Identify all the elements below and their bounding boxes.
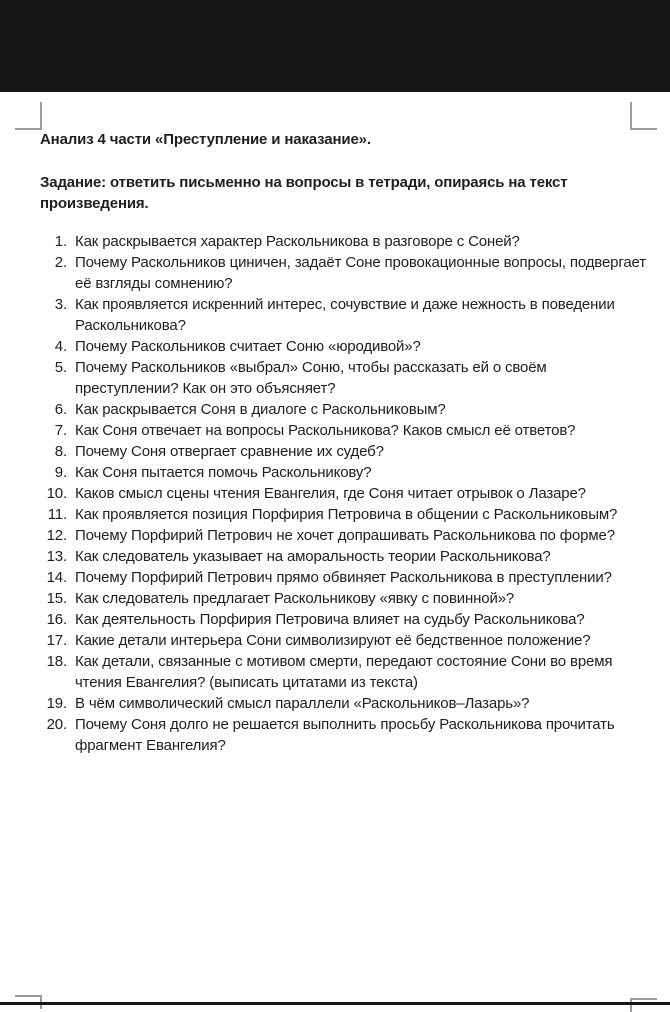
document-page <box>0 92 670 1002</box>
question-item: Как проявляется искренний интерес, сочувствие и даже нежность в поведении Раскольникова? <box>75 296 615 334</box>
question-item: Как Соня пытается помочь Раскольникову? <box>75 464 372 481</box>
question-item: Как детали, связанные с мотивом смерти, передают состояние Сони во время чтения Евангелия? (выписать цитатами из текста) <box>75 653 613 691</box>
question-item: Как следователь указывает на аморальность теории Раскольникова? <box>75 548 551 565</box>
question-item: Почему Раскольников «выбрал» Соню, чтобы рассказать ей о своём преступлении? Как он это объясняет? <box>75 359 547 397</box>
crop-mark-top-right <box>630 102 657 130</box>
question-item: Почему Порфирий Петрович прямо обвиняет Раскольникова в преступлении? <box>75 569 612 586</box>
question-item: Как проявляется позиция Порфирия Петровича в общении с Раскольниковым? <box>75 506 618 523</box>
question-item: Почему Соня отвергает сравнение их судеб? <box>75 443 384 460</box>
question-item: Какие детали интерьера Сони символизируют её бедственное положение? <box>75 632 591 649</box>
question-item: Как раскрывается характер Раскольникова в разговоре с Соней? <box>75 233 520 250</box>
top-letterbox-bar <box>0 0 670 92</box>
question-item: Почему Раскольников циничен, задаёт Соне провокационные вопросы, подвергает её взгляды сомнению? <box>75 254 646 292</box>
document-content <box>40 129 652 756</box>
crop-mark-bottom-right <box>630 998 657 1012</box>
document-title: Анализ 4 части «Преступление и наказание». <box>40 131 371 148</box>
crop-mark-top-left <box>15 102 42 130</box>
question-item: Почему Раскольников считает Соню «юродивой»? <box>75 338 421 355</box>
question-item: В чём символический смысл параллели «Раскольников–Лазарь»? <box>75 695 530 712</box>
question-item: Как следователь предлагает Раскольникову «явку с повинной»? <box>75 590 515 607</box>
question-item: Почему Соня долго не решается выполнить просьбу Раскольникова прочитать фрагмент Евангелия? <box>75 716 615 754</box>
question-item: Каков смысл сцены чтения Евангелия, где Соня читает отрывок о Лазаре? <box>75 485 586 502</box>
task-instruction: Задание: ответить письменно на вопросы в тетради, опираясь на текст произведения. <box>40 174 568 212</box>
question-item: Как раскрывается Соня в диалоге с Раскольниковым? <box>75 401 446 418</box>
question-list <box>40 231 652 756</box>
question-item: Как деятельность Порфирия Петровича влияет на судьбу Раскольникова? <box>75 611 585 628</box>
question-item: Как Соня отвечает на вопросы Раскольникова? Каков смысл её ответов? <box>75 422 576 439</box>
question-item: Почему Порфирий Петрович не хочет допрашивать Раскольникова по форме? <box>75 527 615 544</box>
